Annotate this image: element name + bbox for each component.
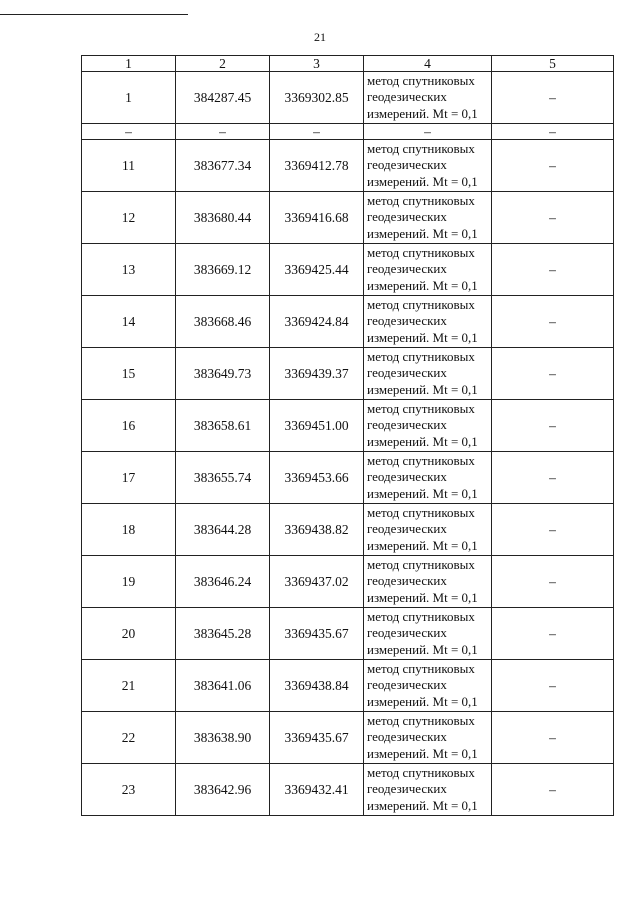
gap-cell: – — [270, 124, 364, 140]
point-number-cell: 18 — [82, 504, 176, 556]
point-number-cell: 21 — [82, 660, 176, 712]
method-text-line: метод спутниковых — [367, 244, 475, 260]
header-cell-1: 1 — [82, 56, 176, 72]
coordinate-y-cell: 3369425.44 — [270, 244, 364, 296]
method-cell — [364, 608, 492, 660]
coordinate-y-cell: 3369435.67 — [270, 608, 364, 660]
method-cell — [364, 72, 492, 124]
gap-cell: – — [176, 124, 270, 140]
coordinate-x-cell: 383646.24 — [176, 556, 270, 608]
method-text-line: геодезических — [367, 313, 447, 329]
header-cell-3: 3 — [270, 56, 364, 72]
header-cell-2: 2 — [176, 56, 270, 72]
method-text-line: измерений. Mt = 0,1 — [367, 225, 478, 241]
table-body — [82, 56, 614, 816]
extra-cell: – — [492, 712, 614, 764]
method-text-line: измерений. Mt = 0,1 — [367, 277, 478, 293]
extra-cell: – — [492, 140, 614, 192]
coordinate-x-cell: 383668.46 — [176, 296, 270, 348]
method-cell — [364, 140, 492, 192]
method-text-line: измерений. Mt = 0,1 — [367, 329, 478, 345]
coordinate-y-cell: 3369432.41 — [270, 764, 364, 816]
extra-cell: – — [492, 660, 614, 712]
coordinate-x-cell: 383645.28 — [176, 608, 270, 660]
coordinate-x-cell: 383677.34 — [176, 140, 270, 192]
method-text-line: геодезических — [367, 157, 447, 173]
method-text-line: метод спутниковых — [367, 504, 475, 520]
table-row — [82, 504, 614, 556]
coordinate-x-cell: 383642.96 — [176, 764, 270, 816]
method-text-line: геодезических — [367, 573, 447, 589]
method-text-line: измерений. Mt = 0,1 — [367, 173, 478, 189]
coordinate-y-cell: 3369437.02 — [270, 556, 364, 608]
method-text-line: геодезических — [367, 209, 447, 225]
method-text-line: измерений. Mt = 0,1 — [367, 641, 478, 657]
method-cell — [364, 192, 492, 244]
table-row — [82, 712, 614, 764]
method-text-line: метод спутниковых — [367, 608, 475, 624]
method-text-line: метод спутниковых — [367, 660, 475, 676]
coordinate-y-cell: 3369438.82 — [270, 504, 364, 556]
coordinate-x-cell: 383669.12 — [176, 244, 270, 296]
method-text-line: метод спутниковых — [367, 140, 475, 156]
coordinates-table — [81, 55, 614, 816]
table-row — [82, 140, 614, 192]
coordinate-y-cell: 3369435.67 — [270, 712, 364, 764]
table-row — [82, 764, 614, 816]
method-cell — [364, 348, 492, 400]
point-number-cell: 13 — [82, 244, 176, 296]
extra-cell: – — [492, 400, 614, 452]
table-header-row — [82, 56, 614, 72]
coordinate-x-cell: 383680.44 — [176, 192, 270, 244]
point-number-cell: 20 — [82, 608, 176, 660]
extra-cell: – — [492, 244, 614, 296]
coordinate-x-cell: 384287.45 — [176, 72, 270, 124]
method-text-line: метод спутниковых — [367, 72, 475, 88]
coordinate-y-cell: 3369451.00 — [270, 400, 364, 452]
gap-cell: – — [82, 124, 176, 140]
extra-cell: – — [492, 452, 614, 504]
table-row — [82, 244, 614, 296]
method-text-line: измерений. Mt = 0,1 — [367, 589, 478, 605]
top-rule — [0, 14, 188, 15]
coordinate-y-cell: 3369439.37 — [270, 348, 364, 400]
point-number-cell: 15 — [82, 348, 176, 400]
coordinate-y-cell: 3369453.66 — [270, 452, 364, 504]
point-number-cell: 1 — [82, 72, 176, 124]
method-text-line: геодезических — [367, 521, 447, 537]
method-cell — [364, 400, 492, 452]
table-row — [82, 452, 614, 504]
method-cell — [364, 764, 492, 816]
method-text-line: метод спутниковых — [367, 452, 475, 468]
method-text-line: геодезических — [367, 729, 447, 745]
extra-cell: – — [492, 72, 614, 124]
method-cell — [364, 244, 492, 296]
method-text-line: измерений. Mt = 0,1 — [367, 797, 478, 813]
page-number: 21 — [314, 30, 326, 44]
header-cell-4: 4 — [364, 56, 492, 72]
method-text-line: геодезических — [367, 625, 447, 641]
method-text-line: измерений. Mt = 0,1 — [367, 745, 478, 761]
extra-cell: – — [492, 296, 614, 348]
extra-cell: – — [492, 348, 614, 400]
method-text-line: метод спутниковых — [367, 348, 475, 364]
header-cell-5: 5 — [492, 56, 614, 72]
coordinate-x-cell: 383644.28 — [176, 504, 270, 556]
extra-cell: – — [492, 192, 614, 244]
coordinate-x-cell: 383658.61 — [176, 400, 270, 452]
extra-cell: – — [492, 764, 614, 816]
method-text-line: измерений. Mt = 0,1 — [367, 537, 478, 553]
point-number-cell: 14 — [82, 296, 176, 348]
table-row — [82, 348, 614, 400]
table-row — [82, 556, 614, 608]
method-cell — [364, 556, 492, 608]
gap-cell: – — [364, 124, 492, 140]
point-number-cell: 11 — [82, 140, 176, 192]
method-text-line: измерений. Mt = 0,1 — [367, 485, 478, 501]
method-text-line: геодезических — [367, 781, 447, 797]
table-row — [82, 296, 614, 348]
gap-cell: – — [492, 124, 614, 140]
method-cell — [364, 712, 492, 764]
coordinate-x-cell: 383641.06 — [176, 660, 270, 712]
method-text-line: метод спутниковых — [367, 400, 475, 416]
extra-cell: – — [492, 608, 614, 660]
method-text-line: измерений. Mt = 0,1 — [367, 433, 478, 449]
point-number-cell: 16 — [82, 400, 176, 452]
method-text-line: геодезических — [367, 365, 447, 381]
coordinate-y-cell: 3369416.68 — [270, 192, 364, 244]
method-cell — [364, 296, 492, 348]
method-cell — [364, 504, 492, 556]
coordinate-y-cell: 3369302.85 — [270, 72, 364, 124]
method-text-line: метод спутниковых — [367, 296, 475, 312]
coordinate-x-cell: 383638.90 — [176, 712, 270, 764]
table-row — [82, 72, 614, 124]
method-text-line: метод спутниковых — [367, 192, 475, 208]
extra-cell: – — [492, 556, 614, 608]
method-cell — [364, 452, 492, 504]
method-text-line: метод спутниковых — [367, 712, 475, 728]
coordinate-x-cell: 383649.73 — [176, 348, 270, 400]
extra-cell: – — [492, 504, 614, 556]
method-text-line: метод спутниковых — [367, 556, 475, 572]
point-number-cell: 19 — [82, 556, 176, 608]
method-text-line: измерений. Mt = 0,1 — [367, 381, 478, 397]
method-cell — [364, 660, 492, 712]
point-number-cell: 12 — [82, 192, 176, 244]
method-text-line: измерений. Mt = 0,1 — [367, 693, 478, 709]
table-gap-row — [82, 124, 614, 140]
table-row — [82, 192, 614, 244]
method-text-line: измерений. Mt = 0,1 — [367, 105, 478, 121]
coordinate-y-cell: 3369412.78 — [270, 140, 364, 192]
method-text-line: геодезических — [367, 261, 447, 277]
table-row — [82, 400, 614, 452]
coordinate-x-cell: 383655.74 — [176, 452, 270, 504]
table-row — [82, 608, 614, 660]
method-text-line: геодезических — [367, 677, 447, 693]
method-text-line: геодезических — [367, 417, 447, 433]
point-number-cell: 17 — [82, 452, 176, 504]
point-number-cell: 23 — [82, 764, 176, 816]
table-row — [82, 660, 614, 712]
method-text-line: геодезических — [367, 89, 447, 105]
method-text-line: метод спутниковых — [367, 764, 475, 780]
point-number-cell: 22 — [82, 712, 176, 764]
coordinate-y-cell: 3369438.84 — [270, 660, 364, 712]
coordinate-y-cell: 3369424.84 — [270, 296, 364, 348]
method-text-line: геодезических — [367, 469, 447, 485]
